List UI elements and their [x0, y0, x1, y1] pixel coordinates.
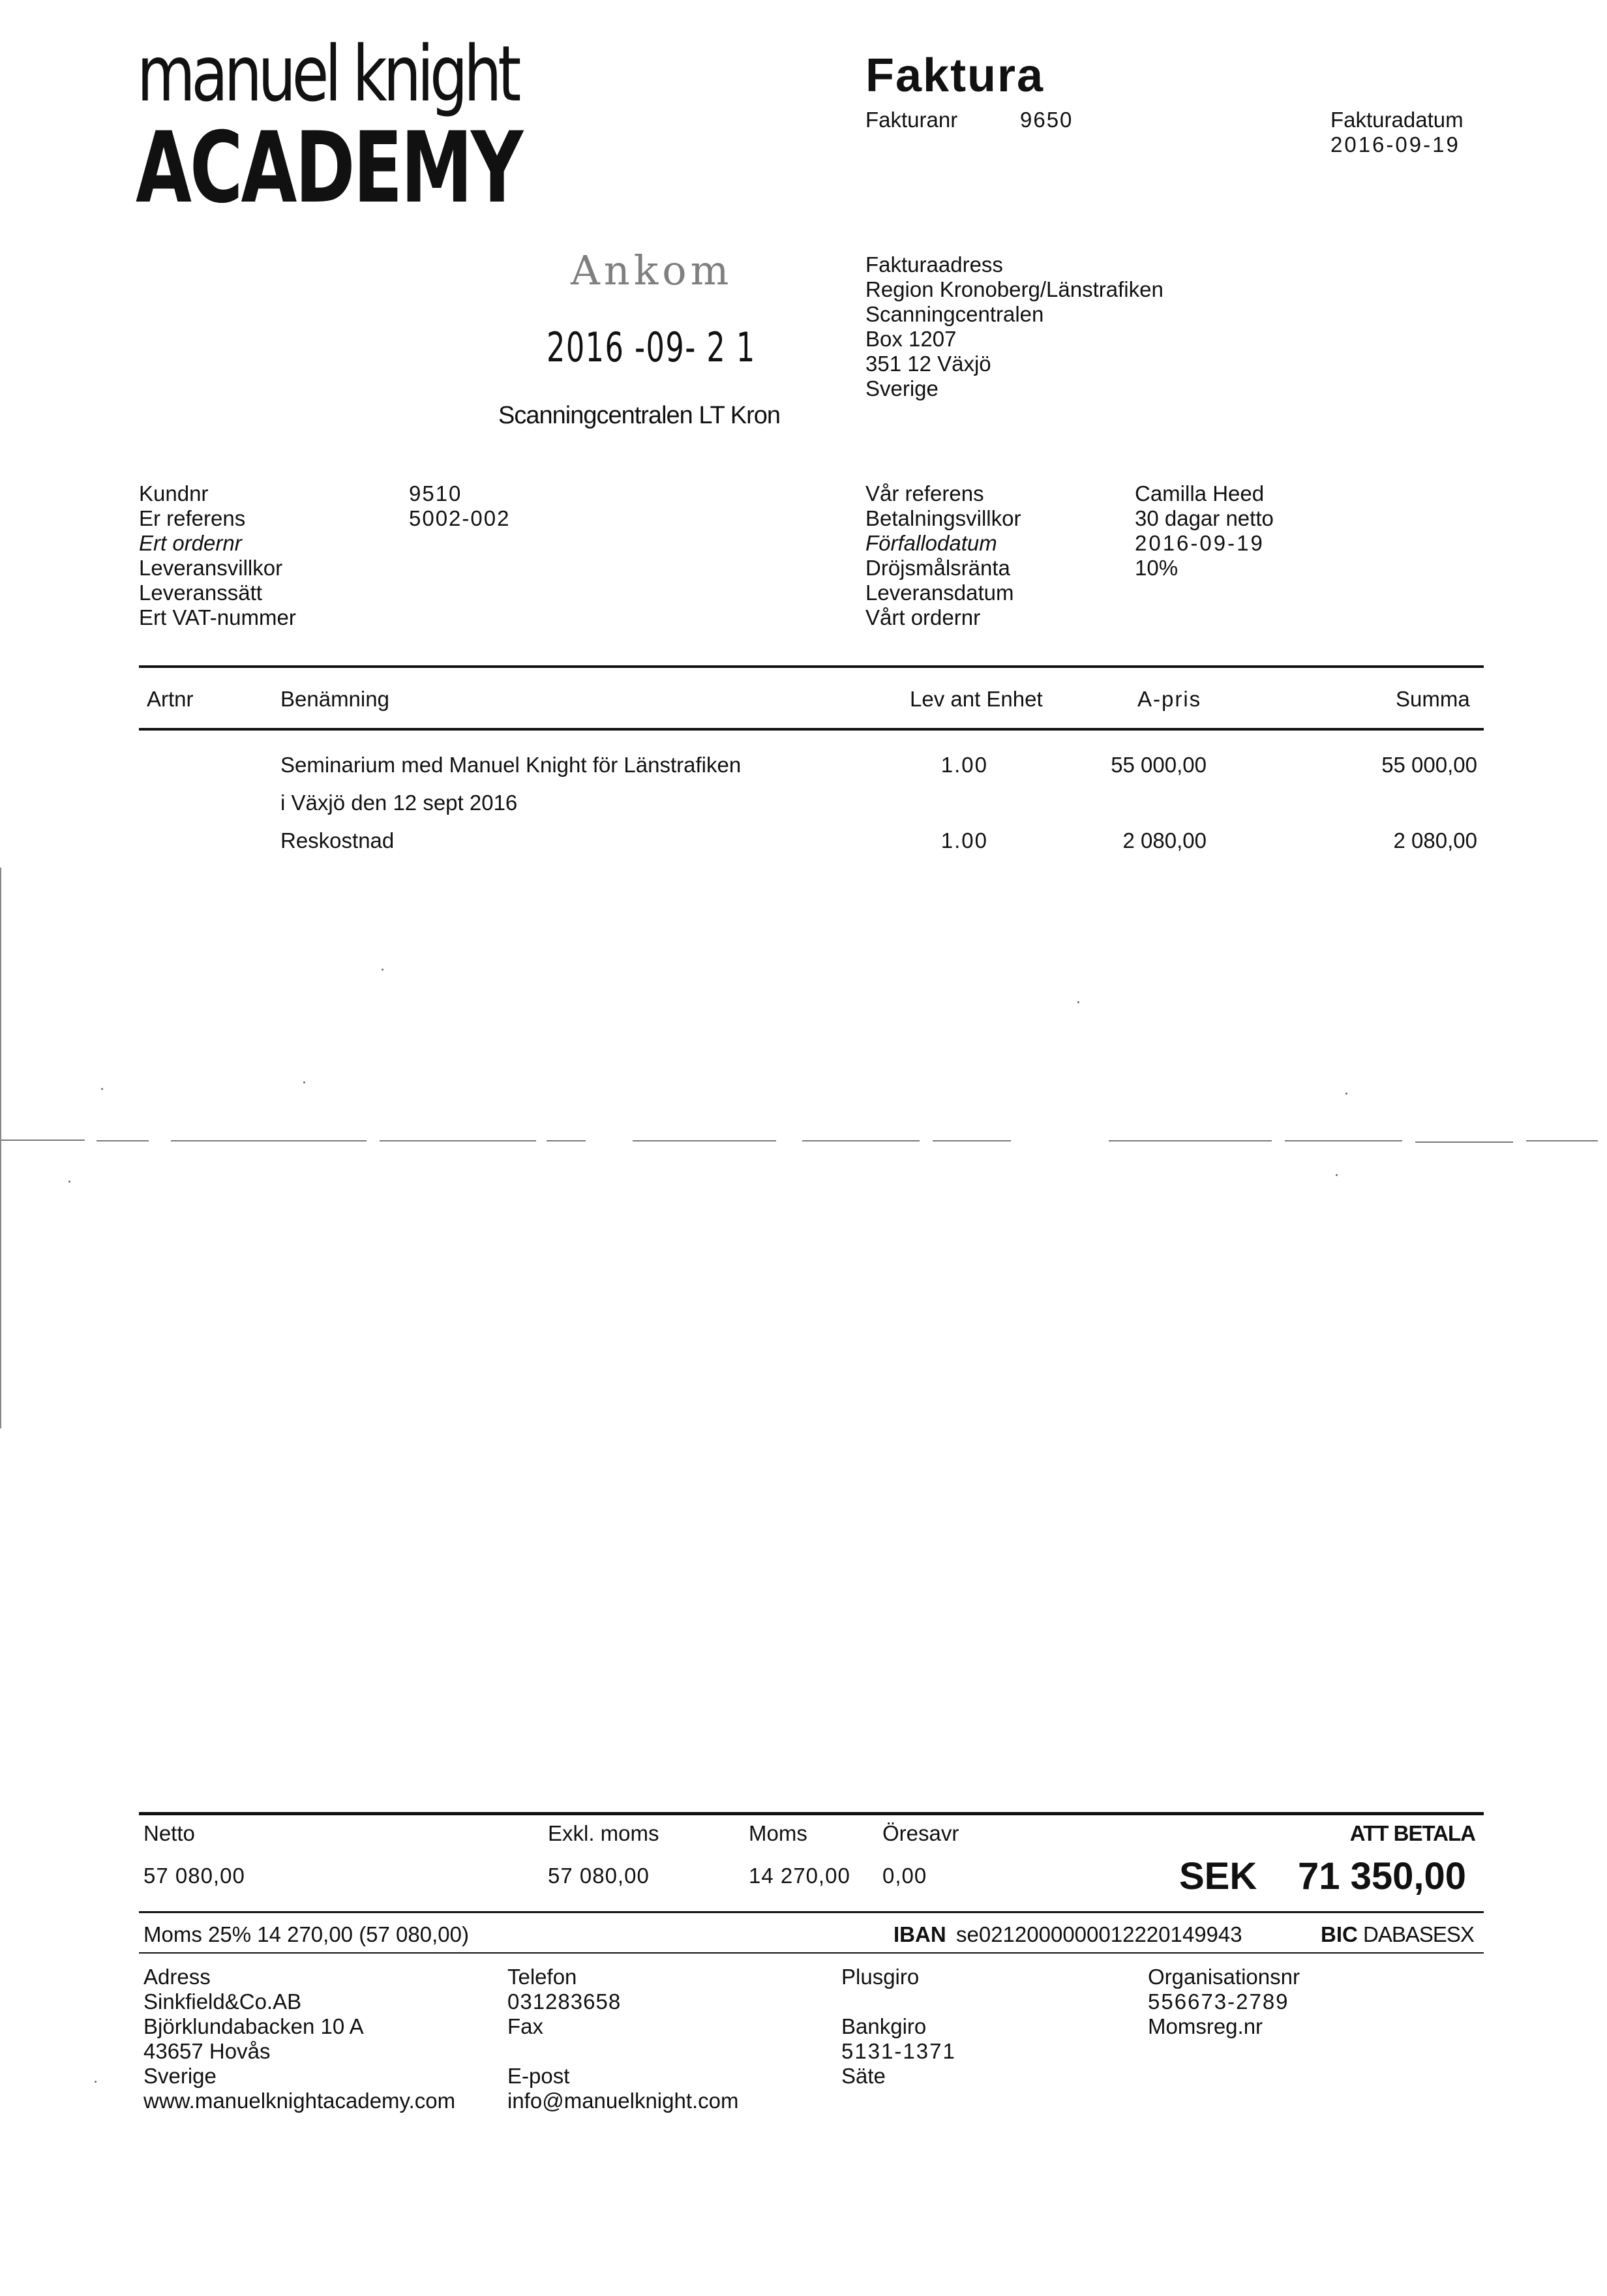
customer-info-label: Leveranssätt: [139, 581, 262, 605]
footer-sate-label: Säte: [841, 2064, 886, 2088]
iban-label: IBAN: [894, 1922, 946, 1946]
totals-bottom-rule: [139, 1911, 1484, 1913]
netto-value: 57 080,00: [143, 1864, 245, 1888]
stamp-received: Ankom: [571, 247, 733, 294]
oresavr-value: 0,00: [882, 1864, 927, 1888]
billing-address-line: Region Kronoberg/Länstrafiken: [865, 277, 1164, 301]
our-info-label: Betalningsvillkor: [865, 506, 1021, 530]
moms-label: Moms: [749, 1821, 807, 1845]
bic-value: DABASESX: [1363, 1922, 1474, 1946]
scan-edge-line: [0, 868, 1, 1428]
footer-address: [143, 1965, 455, 2113]
logo-academy: ACADEMY: [136, 112, 522, 225]
customer-info-value: 9510: [409, 481, 462, 506]
customer-info-label: Kundnr: [139, 481, 209, 506]
scan-artifact: [1415, 1141, 1513, 1143]
customer-info-values: [409, 481, 510, 531]
footer-spacer: [507, 2039, 739, 2064]
total-amount: 71 350,00: [1298, 1855, 1467, 1897]
scan-artifact: [1109, 1140, 1272, 1141]
stamp-office: Scanningcentralen LT Kron: [498, 402, 781, 429]
footer-contact: [507, 1965, 739, 2113]
scan-artifact: [1285, 1140, 1402, 1141]
vat-summary: Moms 25% 14 270,00 (57 080,00): [143, 1922, 469, 1946]
moms-value: 14 270,00: [749, 1864, 850, 1888]
scan-speck: [1077, 1001, 1079, 1003]
footer-address-line: Sverige: [143, 2064, 217, 2088]
invoice-date-label: Fakturadatum: [1330, 108, 1464, 132]
footer-address-line: 43657 Hovås: [143, 2039, 271, 2063]
footer-email-label: E-post: [507, 2064, 570, 2088]
iban-value: se0212000000012220149943: [956, 1922, 1242, 1946]
customer-info-label: Er referens: [139, 506, 246, 530]
our-info-value: 10%: [1135, 556, 1179, 580]
billing-address-label: Fakturaadress: [865, 252, 1003, 277]
our-info-label: Förfallodatum: [865, 531, 997, 555]
footer-bankgiro-label: Bankgiro: [841, 2014, 927, 2038]
item-sum: 55 000,00: [1381, 753, 1477, 777]
item-price: 2 080,00: [1122, 828, 1207, 853]
footer-plusgiro-label: Plusgiro: [841, 1965, 920, 1989]
footer-bankgiro: 5131-1371: [841, 2039, 956, 2063]
footer-payment: [841, 1965, 956, 2089]
table-top-rule: [139, 665, 1484, 668]
footer-orgnr: 556673-2789: [1148, 1989, 1289, 2014]
scan-speck: [382, 969, 383, 971]
our-info-value: Camilla Heed: [1135, 481, 1265, 506]
scan-speck: [1336, 1174, 1338, 1176]
our-info-label: Vår referens: [865, 481, 984, 506]
col-price: A-pris: [1137, 687, 1202, 711]
footer-phone: 031283658: [507, 1989, 622, 2014]
att-betala-label: ATT BETALA: [1349, 1821, 1475, 1845]
footer-spacer: [841, 1989, 956, 2014]
footer-orgnr-label: Organisationsnr: [1148, 1965, 1300, 1989]
exkl-moms-label: Exkl. moms: [548, 1821, 659, 1845]
scan-artifact: [171, 1140, 367, 1141]
item-name: Seminarium med Manuel Knight för Länstrafiken: [280, 753, 742, 777]
footer-address-line: Björklundabacken 10 A: [143, 2014, 364, 2038]
col-name: Benämning: [280, 687, 389, 711]
oresavr-label: Öresavr: [882, 1821, 959, 1845]
scan-artifact: [380, 1140, 536, 1141]
billing-address-line: 351 12 Växjö: [865, 352, 991, 376]
our-info-label: Leveransdatum: [865, 581, 1014, 605]
invoice-date: 2016-09-19: [1330, 132, 1460, 157]
billing-address-line: Scanningcentralen: [865, 302, 1044, 326]
footer-address-line: Sinkfield&Co.AB: [143, 1989, 302, 2014]
currency: SEK: [1179, 1855, 1257, 1897]
exkl-moms-value: 57 080,00: [548, 1864, 650, 1888]
totals-top-rule: [139, 1812, 1484, 1815]
our-info-value: 2016-09-19: [1135, 531, 1265, 555]
invoice-number: 9650: [1020, 108, 1074, 132]
scan-artifact: [633, 1140, 776, 1141]
bank-line-rule: [139, 1952, 1484, 1954]
netto-label: Netto: [143, 1821, 195, 1845]
page-title: Faktura: [865, 50, 1045, 102]
col-artnr: Artnr: [147, 687, 194, 711]
scan-artifact: [0, 1140, 85, 1141]
scan-speck: [1345, 1093, 1347, 1095]
scan-speck: [303, 1081, 305, 1083]
item-qty: 1.00: [940, 753, 988, 777]
footer-website[interactable]: www.manuelknightacademy.com: [143, 2089, 456, 2113]
col-sum: Summa: [1396, 687, 1470, 711]
our-info-label: Vårt ordernr: [865, 605, 981, 629]
our-info-value: 30 dagar netto: [1135, 506, 1274, 530]
item-name: i Växjö den 12 sept 2016: [280, 791, 518, 815]
scan-artifact: [97, 1140, 149, 1141]
footer-address-label: Adress: [143, 1965, 211, 1989]
our-info-labels: [865, 481, 1021, 630]
item-name: Reskostnad: [280, 828, 395, 853]
our-info-values: [1135, 481, 1274, 581]
footer-email[interactable]: info@manuelknight.com: [507, 2089, 739, 2113]
col-qty-unit: Lev ant Enhet: [910, 687, 1043, 711]
scan-speck: [101, 1088, 103, 1090]
footer-fax-label: Fax: [507, 2014, 544, 2038]
customer-info-label: Ert ordernr: [139, 531, 242, 555]
footer-phone-label: Telefon: [507, 1965, 577, 1989]
item-sum: 2 080,00: [1393, 828, 1477, 853]
scan-artifact: [1526, 1140, 1598, 1141]
billing-address-line: Sverige: [865, 376, 939, 400]
scan-artifact: [933, 1140, 1011, 1141]
item-qty: 1.00: [940, 828, 988, 853]
scan-speck: [68, 1181, 70, 1183]
logo-name: manuel knight: [137, 29, 518, 119]
customer-info-value: 5002-002: [409, 506, 511, 530]
bic-label: BIC: [1321, 1922, 1358, 1946]
customer-info-labels: [139, 481, 296, 630]
scan-speck: [95, 2081, 97, 2083]
customer-info-label: Leveransvillkor: [139, 556, 283, 580]
our-info-label: Dröjsmålsränta: [865, 556, 1010, 580]
footer-company: [1148, 1965, 1300, 2039]
stamp-date: 2016 -09- 2 1: [547, 324, 756, 371]
item-price: 55 000,00: [1111, 753, 1207, 777]
footer-momsreg-label: Momsreg.nr: [1148, 2014, 1263, 2038]
invoice-number-label: Fakturanr: [865, 108, 958, 132]
billing-address-line: Box 1207: [865, 327, 957, 351]
scan-artifact: [802, 1140, 920, 1141]
table-header-rule: [139, 728, 1484, 731]
billing-address: [865, 252, 1164, 401]
customer-info-label: Ert VAT-nummer: [139, 605, 296, 629]
scan-artifact: [547, 1140, 586, 1141]
